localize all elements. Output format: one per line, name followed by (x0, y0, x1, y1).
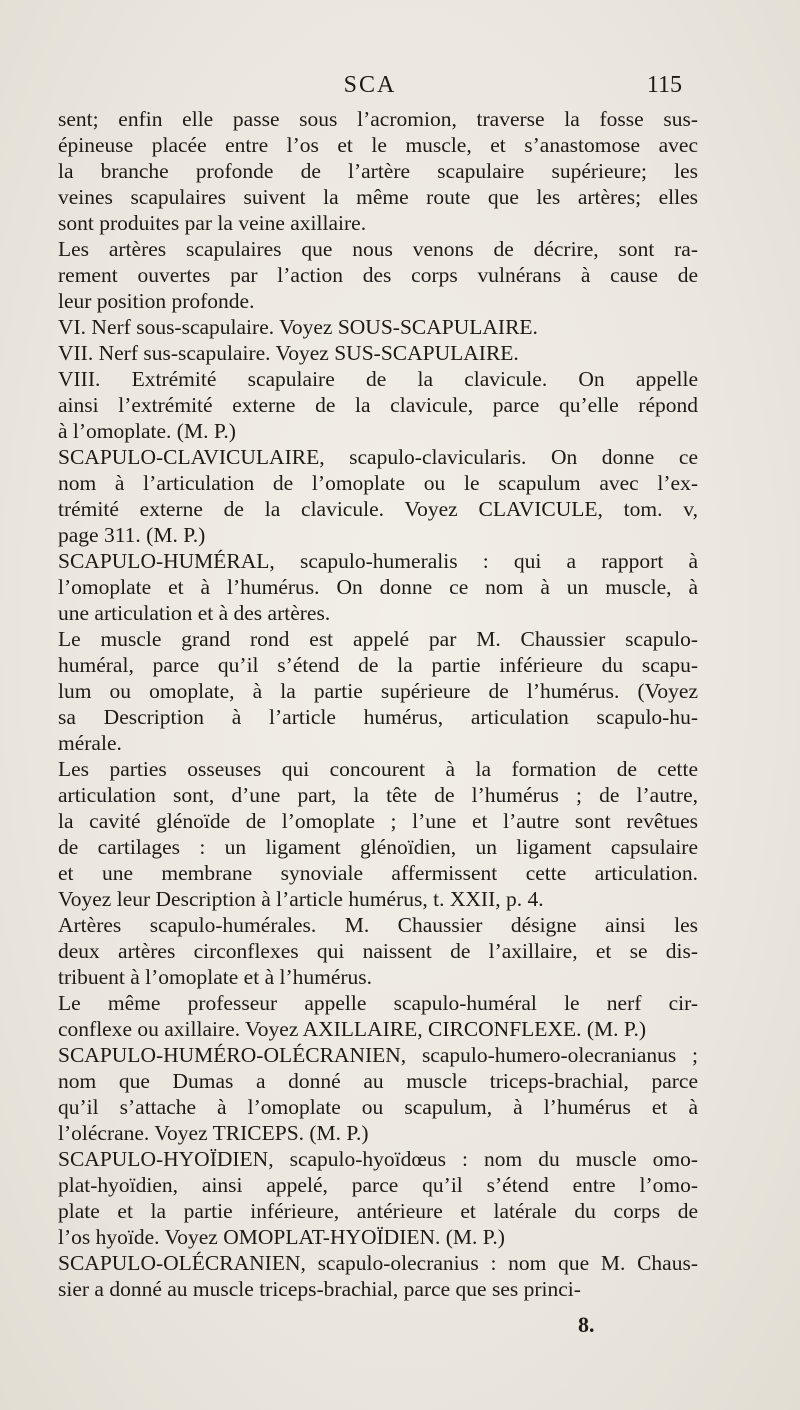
running-title: SCA (343, 72, 397, 98)
text-line: SCAPULO-CLAVICULAIRE, scapulo-clavicularis. On donne ce (58, 445, 698, 469)
text-line: deux artères circonflexes qui naissent de l’axillaire, et se dis- (58, 939, 698, 963)
running-header (58, 72, 682, 104)
text-line: la branche profonde de l’artère scapulaire supérieure; les (58, 159, 698, 183)
text-line: SCAPULO-HUMÉRO-OLÉCRANIEN, scapulo-humero-olecranianus ; (58, 1043, 698, 1067)
text-line: Les parties osseuses qui concourent à la formation de cette (58, 757, 698, 781)
text-line: SCAPULO-OLÉCRANIEN, scapulo-olecranius : nom que M. Chaus- (58, 1251, 698, 1275)
body-text (58, 106, 698, 1302)
text-line: Voyez leur Description à l’article humérus, t. XXII, p. 4. (58, 887, 544, 911)
text-line: VI. Nerf sous-scapulaire. Voyez SOUS-SCAPULAIRE. (58, 315, 538, 339)
text-line: l’os hyoïde. Voyez OMOPLAT-HYOÏDIEN. (M. P.) (58, 1225, 505, 1249)
text-line: nom à l’articulation de l’omoplate ou le scapulum avec l’ex- (58, 471, 698, 495)
signature-mark: 8. (578, 1312, 595, 1337)
text-line: huméral, parce qu’il s’étend de la partie inférieure du scapu- (58, 653, 698, 677)
text-line: tribuent à l’omoplate et à l’humérus. (58, 965, 373, 989)
text-line: page 311. (M. P.) (58, 523, 206, 547)
text-line: VIII. Extrémité scapulaire de la clavicule. On appelle (58, 367, 698, 391)
text-line: veines scapulaires suivent la même route que les artères; elles (58, 185, 698, 209)
text-line: l’olécrane. Voyez TRICEPS. (M. P.) (58, 1121, 369, 1145)
text-line: à l’omoplate. (M. P.) (58, 419, 236, 443)
text-line: l’omoplate et à l’humérus. On donne ce nom à un muscle, à (58, 575, 698, 599)
text-line: lum ou omoplate, à la partie supérieure de l’humérus. (Voyez (58, 679, 698, 703)
text-line: Le même professeur appelle scapulo-huméral le nerf cir- (58, 991, 698, 1015)
text-line: une articulation et à des artères. (58, 601, 331, 625)
text-line: plate et la partie inférieure, antérieure et latérale du corps de (58, 1199, 698, 1223)
text-line: SCAPULO-HYOÏDIEN, scapulo-hyoïdœus : nom du muscle omo- (58, 1147, 698, 1171)
text-line: épineuse placée entre l’os et le muscle, et s’anastomose avec (58, 133, 698, 157)
text-line: sa Description à l’article humérus, articulation scapulo-hu- (58, 705, 698, 729)
text-line: la cavité glénoïde de l’omoplate ; l’une et l’autre sont revêtues (58, 809, 698, 833)
text-line: sent; enfin elle passe sous l’acromion, traverse la fosse sus- (58, 107, 698, 131)
text-line: leur position profonde. (58, 289, 255, 313)
text-line: articulation sont, d’une part, la tête de l’humérus ; de l’autre, (58, 783, 698, 807)
text-line: sont produites par la veine axillaire. (58, 211, 367, 235)
text-line: Les artères scapulaires que nous venons de décrire, sont ra- (58, 237, 698, 261)
text-line: plat-hyoïdien, ainsi appelé, parce qu’il s’étend entre l’omo- (58, 1173, 698, 1197)
text-line: conflexe ou axillaire. Voyez AXILLAIRE, CIRCONFLEXE. (M. P.) (58, 1017, 646, 1041)
text-line: et une membrane synoviale affermissent cette articulation. (58, 861, 698, 885)
text-line: de cartilages : un ligament glénoïdien, un ligament capsulaire (58, 835, 698, 859)
text-line: rement ouvertes par l’action des corps vulnérans à cause de (58, 263, 698, 287)
page-number: 115 (646, 72, 682, 98)
text-line: Artères scapulo-humérales. M. Chaussier désigne ainsi les (58, 913, 698, 937)
text-line: trémité externe de la clavicule. Voyez CLAVICULE, tom. v, (58, 497, 698, 521)
text-line: sier a donné au muscle triceps-brachial, parce que ses princi- (58, 1277, 581, 1301)
text-line: mérale. (58, 731, 122, 755)
text-line: Le muscle grand rond est appelé par M. Chaussier scapulo- (58, 627, 698, 651)
text-line: SCAPULO-HUMÉRAL, scapulo-humeralis : qui a rapport à (58, 549, 698, 573)
text-line: VII. Nerf sus-scapulaire. Voyez SUS-SCAPULAIRE. (58, 341, 519, 365)
text-line: ainsi l’extrémité externe de la clavicule, parce qu’elle répond (58, 393, 698, 417)
text-line: qu’il s’attache à l’omoplate ou scapulum, à l’humérus et à (58, 1095, 698, 1119)
text-line: nom que Dumas a donné au muscle triceps-brachial, parce (58, 1069, 698, 1093)
